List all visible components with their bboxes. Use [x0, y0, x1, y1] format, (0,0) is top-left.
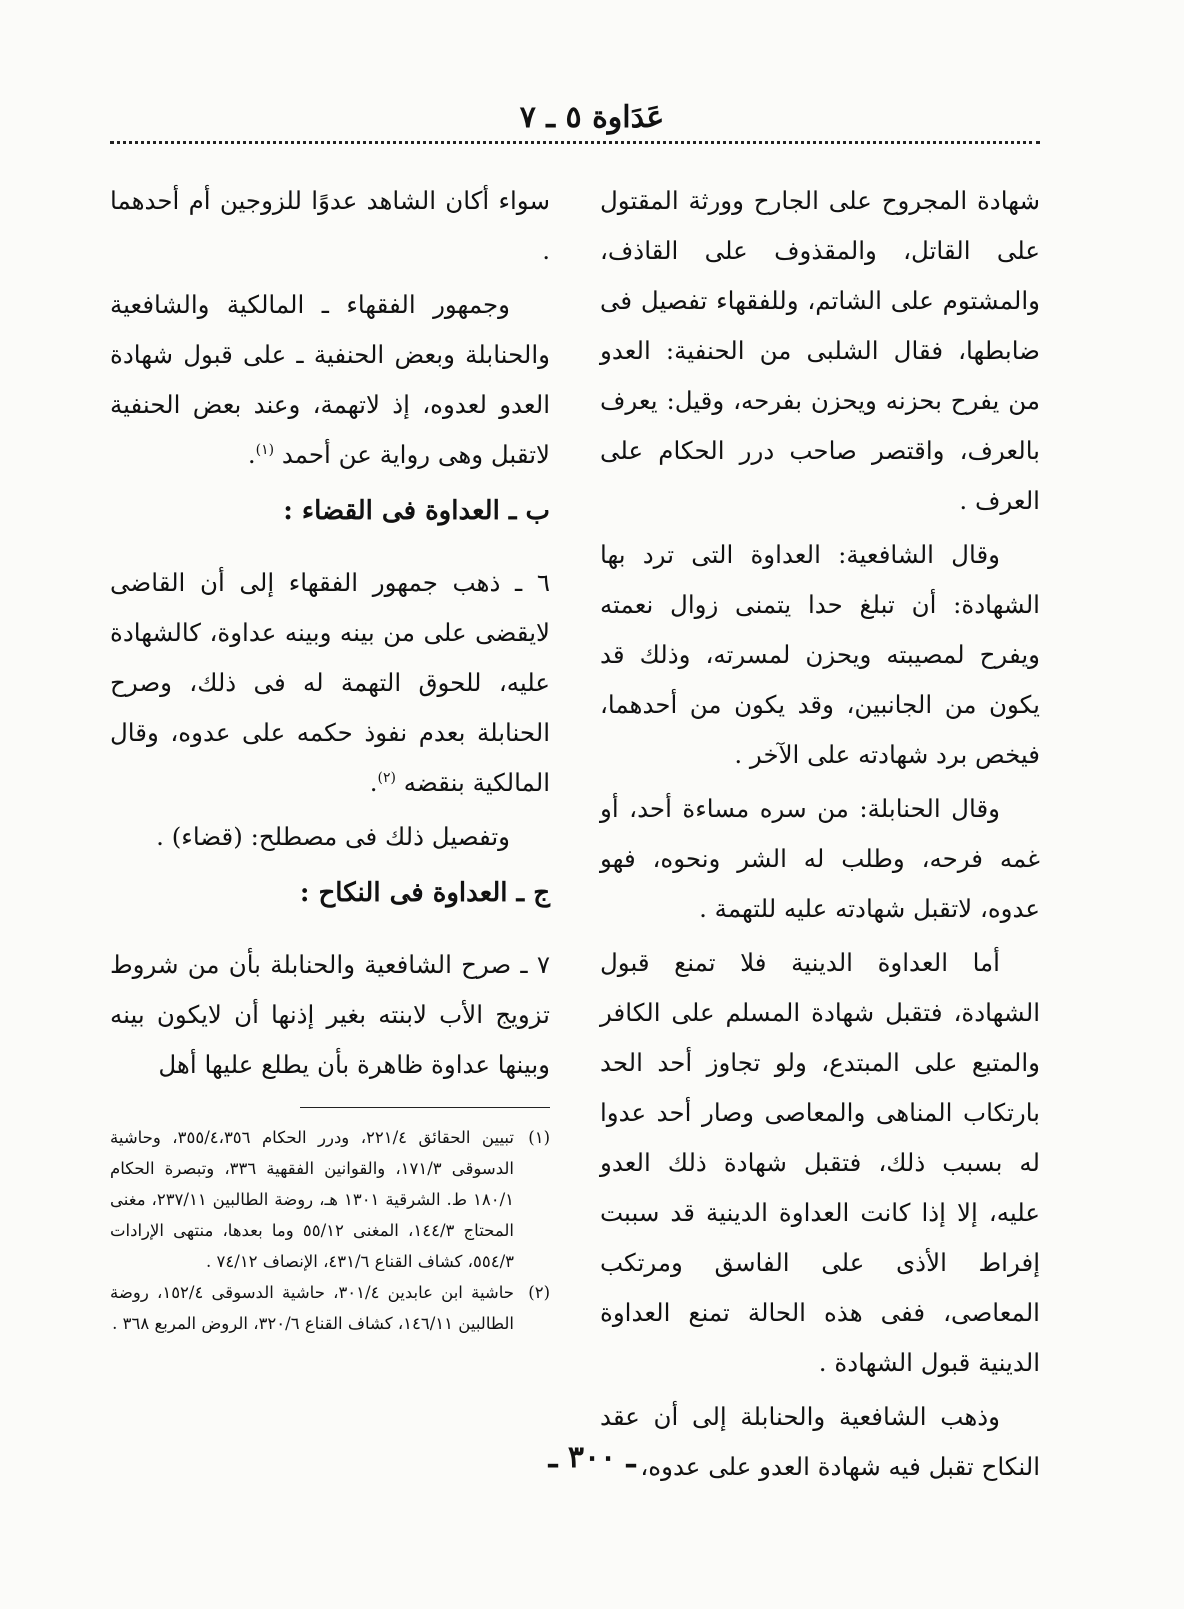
footnotes	[110, 1122, 550, 1339]
footnote-text: تبيين الحقائق ٢٢١/٤، ودرر الحكام ٣٥٥/٤،٣٥٦، وحاشية الدسوقى ١٧١/٣، والقوانين الفقهية ٣٣٦، وتبصرة الحكام ١٨٠/١ ط. الشرقية ١٣٠١ هـ، روضة الطالبين ٢٣٧/١١، مغنى المحتاج ١٤٤/٣، المغنى ٥٥/١٢ وما بعدها، منتهى الإرادات ٥٥٤/٣، كشاف القناع ٤٣١/٦، الإنصاف ٧٤/١٢ .	[110, 1128, 514, 1271]
section-heading-c: ج ـ العداوة فى النكاح :	[299, 878, 550, 908]
paragraph: وقال الشافعية: العداوة التى ترد بها الشهادة: أن تبلغ حدا يتمنى زوال نعمته ويفرح لمصيبته ويحزن لمسرته، وذلك قد يكون من الجانبين، وقد يكون من أحدهما، فيخص برد شهادته على الآخر .	[600, 540, 1040, 769]
footnote-ref-1: (١)	[255, 441, 275, 458]
footnote-number: (١)	[528, 1128, 550, 1147]
right-column	[600, 176, 1040, 1496]
paragraph: ٧ ـ صرح الشافعية والحنابلة بأن من شروط تزويج الأب لابنته بغير إذنها أن لايكون بينه وبينها عداوة ظاهرة بأن يطلع عليها أهل	[110, 950, 550, 1079]
footnote-item	[110, 1122, 550, 1277]
paragraph: وتفصيل ذلك فى مصطلح: (قضاء) .	[156, 822, 510, 851]
section-heading-b: ب ـ العداوة فى القضاء :	[283, 496, 550, 526]
paragraph-text: وجمهور الفقهاء ـ المالكية والشافعية والحنابلة وبعض الحنفية ـ على قبول شهادة العدو لعدوه، إذ لاتهمة، وعند بعض الحنفية لاتقبل وهى رواية عن أحمد	[110, 290, 550, 469]
left-column	[110, 176, 550, 1094]
footnote-ref-2: (٢)	[377, 769, 396, 786]
header-dotted-rule	[110, 141, 1040, 144]
paragraph	[110, 280, 550, 480]
paragraph: سواء أكان الشاهد عدوًا للزوجين أم أحدهما .	[110, 186, 550, 265]
paragraph: شهادة المجروح على الجارح وورثة المقتول على القاتل، والمقذوف على القاذف، والمشتوم على الشاتم، وللفقهاء تفصيل فى ضابطها، فقال الشلبى من الحنفية: العدو من يفرح بحزنه ويحزن بفرحه، وقيل: يعرف بالعرف، واقتصر صاحب درر الحكام على العرف .	[600, 186, 1040, 515]
page-header-title: عَدَاوة ٥ ـ ٧	[519, 100, 665, 135]
paragraph	[110, 558, 550, 808]
paragraph-end: .	[369, 768, 378, 797]
page-number: ـ ٣٠٠ ـ	[548, 1440, 636, 1475]
footnote-item	[110, 1277, 550, 1339]
footnote-separator	[300, 1107, 550, 1108]
footnote-number: (٢)	[528, 1283, 550, 1302]
paragraph-end: .	[247, 440, 256, 469]
footnote-text: حاشية ابن عابدين ٣٠١/٤، حاشية الدسوقى ١٥٢/٤، روضة الطالبين ١٤٦/١١، كشاف القناع ٣٢٠/٦، الروض المربع ٣٦٨ .	[110, 1283, 514, 1333]
paragraph-text: ٦ ـ ذهب جمهور الفقهاء إلى أن القاضى لايقضى على من بينه وبينه عداوة، كالشهادة عليه، للحوق التهمة له فى ذلك، وصرح الحنابلة بعدم نفوذ حكمه على عدوه، وقال المالكية بنقضه	[110, 568, 550, 797]
paragraph: وذهب الشافعية والحنابلة إلى أن عقد النكاح تقبل فيه شهادة العدو على عدوه،	[600, 1402, 1040, 1481]
paragraph: أما العداوة الدينية فلا تمنع قبول الشهادة، فتقبل شهادة المسلم على الكافر والمتبع على المبتدع، ولو تجاوز أحد الحد بارتكاب المناهى والمعاصى وصار أحد عدوا له بسبب ذلك، فتقبل شهادة ذلك العدو عليه، إلا إذا كانت العداوة الدينية قد سببت إفراط الأذى على الفاسق ومرتكب المعاصى، ففى هذه الحالة تمنع العداوة الدينية قبول الشهادة .	[600, 948, 1040, 1377]
paragraph: وقال الحنابلة: من سره مساءة أحد، أو غمه فرحه، وطلب له الشر ونحوه، فهو عدوه، لاتقبل شهادته عليه للتهمة .	[600, 794, 1040, 923]
